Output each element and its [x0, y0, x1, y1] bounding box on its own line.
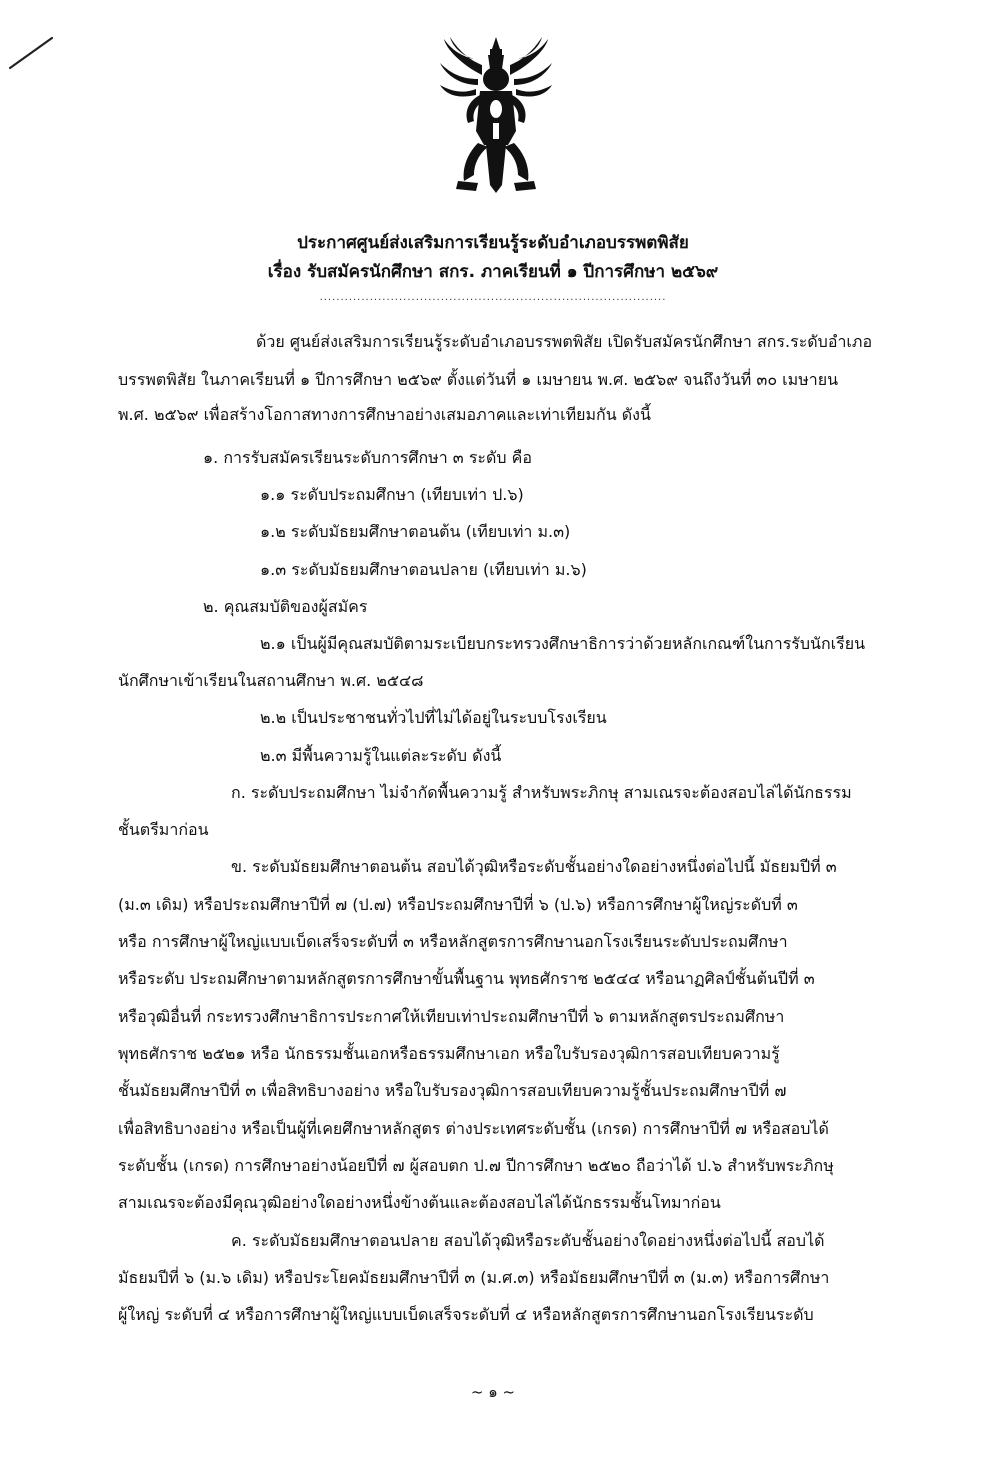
body-line: มัธยมปีที่ ๖ (ม.๖ เดิม) หรือประโยคมัธยมศึกษาปีที่ ๓ (ม.ศ.๓) หรือมัธยมศึกษาปีที่ ๓ (ม.๓) หรือการศึกษา	[118, 1268, 830, 1287]
body-line: ๑. การรับสมัครเรียนระดับการศึกษา ๓ ระดับ คือ	[203, 448, 532, 467]
body-line: พ.ศ. ๒๕๖๙ เพื่อสร้างโอกาสทางการศึกษาอย่างเสมอภาคและเท่าเทียมกัน ดังนี้	[118, 405, 651, 424]
document-title: ประกาศศูนย์ส่งเสริมการเรียนรู้ระดับอำเภอบรรพตพิสัย	[297, 233, 689, 253]
document-subject: เรื่อง รับสมัครนักศึกษา สกร. ภาคเรียนที่ ๑ ปีการศึกษา ๒๕๖๙	[267, 262, 719, 282]
body-line: ผู้ใหญ่ ระดับที่ ๔ หรือการศึกษาผู้ใหญ่แบบเบ็ดเสร็จระดับที่ ๔ หรือหลักสูตรการศึกษานอกโรงเรียนระดับ	[118, 1305, 814, 1324]
body-line: หรือวุฒิอื่นที่ กระทรวงศึกษาธิการประกาศให้เทียบเท่าประถมศึกษาปีที่ ๖ ตามหลักสูตรประถมศึกษา	[118, 1007, 785, 1026]
body-line: พุทธศักราช ๒๕๒๑ หรือ นักธรรมชั้นเอกหรือธรรมศึกษาเอก หรือใบรับรองวุฒิการสอบเทียบความรู้	[118, 1044, 780, 1063]
body-line: ค. ระดับมัธยมศึกษาตอนปลาย สอบได้วุฒิหรือระดับชั้นอย่างใดอย่างหนึ่งต่อไปนี้ สอบได้	[231, 1231, 825, 1250]
body-line: ๑.๒ ระดับมัธยมศึกษาตอนต้น (เทียบเท่า ม.๓)	[260, 522, 571, 541]
garuda-emblem-icon	[438, 35, 554, 195]
body-line: ชั้นมัธยมศึกษาปีที่ ๓ เพื่อสิทธิบางอย่าง หรือใบรับรองวุฒิการสอบเทียบความรู้ชั้นประถมศึกษาปีที่ ๗	[118, 1081, 787, 1100]
body-line: ก. ระดับประถมศึกษา ไม่จำกัดพื้นความรู้ สำหรับพระภิกษุ สามเณรจะต้องสอบไล่ได้นักธรรม	[231, 783, 852, 802]
page-number: ~ ๑ ~	[470, 1383, 516, 1401]
body-line: นักศึกษาเข้าเรียนในสถานศึกษา พ.ศ. ๒๕๔๘	[118, 671, 424, 690]
body-line: ๑.๑ ระดับประถมศึกษา (เทียบเท่า ป.๖)	[260, 485, 524, 504]
body-line: (ม.๓ เดิม) หรือประถมศึกษาปีที่ ๗ (ป.๗) หรือประถมศึกษาปีที่ ๖ (ป.๖) หรือการศึกษาผู้ใหญ่ระดับที่ ๓	[118, 895, 798, 914]
body-line: ๒.๑ เป็นผู้มีคุณสมบัติตามระเบียบกระทรวงศึกษาธิการว่าด้วยหลักเกณฑ์ในการรับนักเรียน	[260, 634, 866, 653]
body-line: หรือระดับ ประถมศึกษาตามหลักสูตรการศึกษาขั้นพื้นฐาน พุทธศักราช ๒๕๔๔ หรือนาฏศิลป์ชั้นต้นปีที่ ๓	[118, 969, 815, 988]
body-line: เพื่อสิทธิบางอย่าง หรือเป็นผู้ที่เคยศึกษาหลักสูตร ต่างประเทศระดับชั้น (เกรด) การศึกษาปีที่ ๗ หรือสอบได้	[118, 1119, 829, 1138]
body-line: สามเณรจะต้องมีคุณวุฒิอย่างใดอย่างหนึ่งข้างต้นและต้องสอบไล่ได้นักธรรมชั้นโทมาก่อน	[118, 1193, 721, 1212]
body-line: ด้วย ศูนย์ส่งเสริมการเรียนรู้ระดับอำเภอบรรพตพิสัย เปิดรับสมัครนักศึกษา สกร.ระดับอำเภอ	[256, 332, 873, 351]
body-line: ระดับชั้น (เกรด) การศึกษาอย่างน้อยปีที่ ๗ ผู้สอบตก ป.๗ ปีการศึกษา ๒๕๒๐ ถือว่าได้ ป.๖ สำหรับพระภิกษุ	[118, 1156, 834, 1175]
dotted-divider: ...................................................................................	[319, 292, 667, 303]
body-line: ชั้นตรีมาก่อน	[118, 820, 209, 839]
body-line: ๑.๓ ระดับมัธยมศึกษาตอนปลาย (เทียบเท่า ม.๖)	[260, 560, 587, 579]
body-line: ๒.๒ เป็นประชาชนทั่วไปที่ไม่ได้อยู่ในระบบโรงเรียน	[260, 708, 607, 727]
body-line: ๒. คุณสมบัติของผู้สมัคร	[203, 597, 368, 616]
body-line: ๒.๓ มีพื้นความรู้ในแต่ละระดับ ดังนี้	[260, 746, 502, 765]
body-line: ข. ระดับมัธยมศึกษาตอนต้น สอบได้วุฒิหรือระดับชั้นอย่างใดอย่างหนึ่งต่อไปนี้ มัธยมปีที่ ๓	[231, 857, 837, 876]
body-line: บรรพตพิสัย ในภาคเรียนที่ ๑ ปีการศึกษา ๒๕๖๙ ตั้งแต่วันที่ ๑ เมษายน พ.ศ. ๒๕๖๙ จนถึงวันที่ ๓๐ เมษายน	[118, 370, 839, 389]
body-line: หรือ การศึกษาผู้ใหญ่แบบเบ็ดเสร็จระดับที่ ๓ หรือหลักสูตรการศึกษานอกโรงเรียนระดับประถมศึกษา	[118, 932, 788, 951]
pen-mark	[8, 36, 54, 70]
